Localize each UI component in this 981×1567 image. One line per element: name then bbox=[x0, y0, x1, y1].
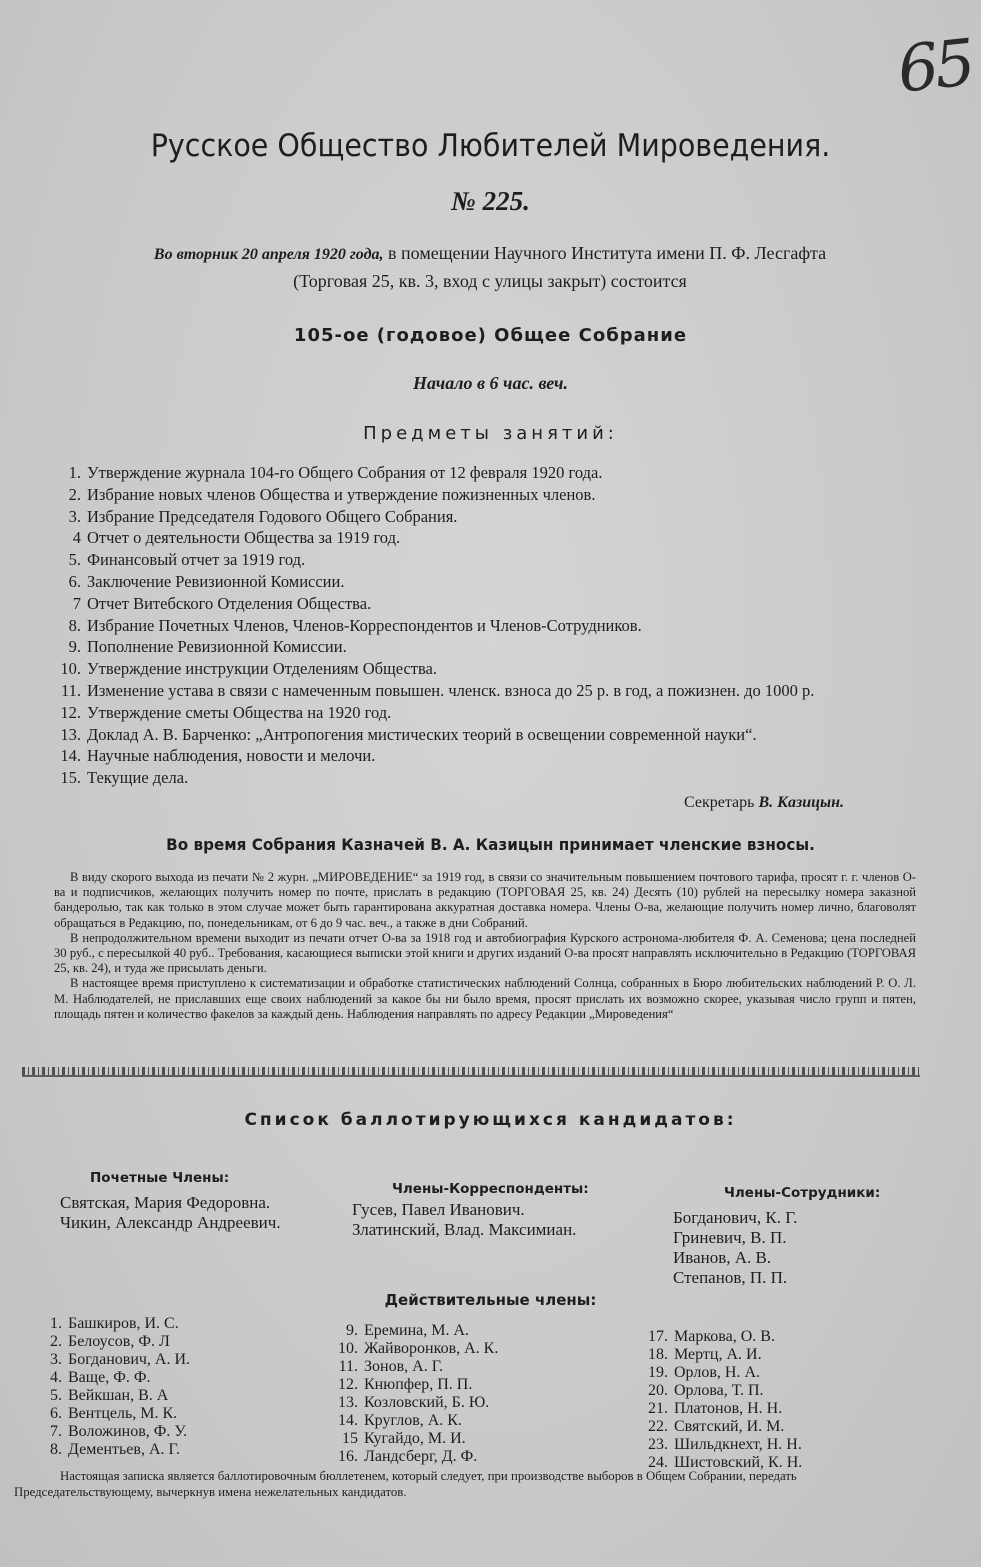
note-paragraph: В непродолжительном времени выходит из печати отчет О-ва за 1918 год и автобиография Курского астронома-любителя Ф. А. Семенова; цена последней 30 руб., с пересылкой 40 руб.. Требования, касающиеся выписки этой книги и других изданий О-ва просят направлять исключительно в Редакцию (ТОРГОВАЯ 25, кв. 24), и туда же присылать деньги. bbox=[54, 930, 916, 976]
member-number: 14. bbox=[338, 1412, 358, 1429]
announcement-date: Во вторник 20 апреля 1920 года, bbox=[153, 246, 384, 263]
member-name: Маркова, О. В. bbox=[674, 1328, 775, 1345]
member-name: Башкиров, И. С. bbox=[68, 1315, 179, 1332]
member-name: Кнюпфер, П. П. bbox=[364, 1376, 473, 1393]
member-name: Зонов, А. Г. bbox=[364, 1358, 444, 1375]
agenda-item-text: Текущие дела. bbox=[87, 768, 189, 788]
member-number: 19. bbox=[648, 1364, 668, 1381]
agenda-item-number: 2. bbox=[68, 484, 81, 504]
notes-block bbox=[54, 870, 916, 1022]
correspondents-list bbox=[352, 1200, 576, 1240]
secretary-signature bbox=[684, 794, 844, 812]
active-members-column-1 bbox=[30, 1315, 190, 1459]
member-number: 24. bbox=[648, 1454, 668, 1471]
member-name: Богданович, А. И. bbox=[68, 1351, 191, 1368]
member-name: Шильдкнехт, Н. Н. bbox=[674, 1436, 802, 1453]
member-row bbox=[30, 1315, 190, 1333]
member-name: Платонов, Н. Н. bbox=[674, 1400, 783, 1417]
member-number: 23. bbox=[648, 1436, 668, 1453]
agenda-item-number: 11. bbox=[60, 680, 81, 700]
member-name: Ландсберг, Д. Ф. bbox=[364, 1448, 478, 1465]
member-row bbox=[326, 1340, 498, 1358]
member-row bbox=[636, 1436, 802, 1454]
member-name: Белоусов, Ф. Л bbox=[68, 1333, 170, 1350]
member-row bbox=[326, 1412, 498, 1430]
member-number: 4. bbox=[50, 1369, 62, 1386]
agenda-item bbox=[45, 484, 945, 506]
secretary-label: Секретарь bbox=[684, 794, 755, 811]
agenda-item-number: 8. bbox=[68, 615, 81, 635]
start-time: Начало в 6 час. веч. bbox=[413, 373, 568, 393]
secretary-name: В. Казицын. bbox=[758, 794, 844, 811]
candidate-name: Гусев, Павел Иванович. bbox=[352, 1200, 525, 1219]
member-number: 9. bbox=[346, 1322, 358, 1339]
member-row bbox=[30, 1423, 190, 1441]
member-row bbox=[636, 1364, 802, 1382]
member-name: Орлова, Т. П. bbox=[674, 1382, 764, 1399]
member-number: 13. bbox=[338, 1394, 358, 1411]
candidate-name: Гриневич, В. П. bbox=[673, 1228, 787, 1247]
collaborators-list bbox=[673, 1208, 797, 1288]
member-number: 2. bbox=[50, 1333, 62, 1350]
member-name: Вейкшан, В. А bbox=[68, 1387, 169, 1404]
member-row bbox=[326, 1448, 498, 1466]
member-name: Шистовский, К. Н. bbox=[674, 1454, 803, 1471]
member-name: Воложинов, Ф. У. bbox=[68, 1423, 188, 1440]
member-name: Круглов, А. К. bbox=[364, 1412, 462, 1429]
agenda-item-text: Утверждение сметы Общества на 1920 год. bbox=[87, 702, 392, 722]
member-name: Орлов, Н. А. bbox=[674, 1364, 760, 1381]
member-number: 20. bbox=[648, 1382, 668, 1399]
agenda-item-number: 7 bbox=[72, 593, 81, 613]
candidate-name: Чикин, Александр Андреевич. bbox=[60, 1213, 281, 1232]
footnote-text: Настоящая записка является баллотировочным бюллетенем, который следует, при производстве выборов в Общем Собрании, передать Председательствующему, вычеркнув имена нежелательных кандидатов. bbox=[14, 1469, 797, 1499]
member-number: 22. bbox=[648, 1418, 668, 1435]
agenda-item bbox=[45, 615, 945, 637]
treasurer-note: Во время Собрания Казначей В. А. Казицын принимает членские взносы. bbox=[166, 835, 815, 854]
member-number: 7. bbox=[50, 1423, 62, 1440]
member-number: 16. bbox=[338, 1448, 358, 1465]
agenda-item-number: 13. bbox=[60, 724, 81, 744]
agenda-item-text: Пополнение Ревизионной Комиссии. bbox=[87, 637, 347, 657]
candidate-name: Святская, Мария Федоровна. bbox=[60, 1193, 271, 1212]
decorative-divider bbox=[22, 1067, 920, 1077]
note-paragraph: В виду скорого выхода из печати № 2 журн. „МИРОВЕДЕНИЕ“ за 1919 год, в связи со значительным повышением почтового тарифа, просят г. г. членов О-ва и подписчиков, желающих получить номер по почте, прислать в редакцию (ТОРГОВАЯ 25, кв. 24) Десять (10) рублей на пересылку номера заказной бандеролью, так как только в этом случае может быть гарантирована аккуратная доставка номера. Члены О-ва, желающие получить номер лично, благоволят обращаться в Редакцию, по, понедельникам, от 6 до 9 час. веч., а также в дни Собраний. bbox=[54, 870, 916, 930]
member-number: 5. bbox=[50, 1387, 62, 1404]
member-row bbox=[326, 1394, 498, 1412]
handwritten-page-number: 65 bbox=[894, 26, 976, 108]
agenda-item bbox=[45, 767, 945, 789]
member-number: 21. bbox=[648, 1400, 668, 1417]
member-name: Ваще, Ф. Ф. bbox=[68, 1369, 151, 1386]
member-number: 15 bbox=[342, 1430, 358, 1447]
agenda-item-number: 6. bbox=[68, 571, 81, 591]
agenda-item-number: 5. bbox=[68, 550, 81, 570]
active-members-column-2 bbox=[326, 1322, 498, 1466]
member-row bbox=[636, 1400, 802, 1418]
meeting-announcement bbox=[90, 240, 890, 295]
agenda-item bbox=[45, 680, 945, 702]
member-row bbox=[326, 1358, 498, 1376]
correspondents-heading: Члены-Корреспонденты: bbox=[392, 1181, 589, 1197]
member-number: 3. bbox=[50, 1351, 62, 1368]
member-row bbox=[30, 1441, 190, 1459]
agenda-item-number: 9. bbox=[68, 637, 81, 657]
member-row bbox=[326, 1430, 498, 1448]
member-number: 10. bbox=[338, 1340, 358, 1357]
agenda-item bbox=[45, 658, 945, 680]
member-number: 6. bbox=[50, 1405, 62, 1422]
agenda-item-text: Заключение Ревизионной Комиссии. bbox=[87, 571, 345, 591]
member-number: 1. bbox=[50, 1315, 62, 1332]
member-number: 12. bbox=[338, 1376, 358, 1393]
agenda-item bbox=[45, 593, 945, 615]
agenda-item bbox=[45, 745, 945, 767]
member-name: Козловский, Б. Ю. bbox=[364, 1394, 490, 1411]
member-number: 11. bbox=[338, 1358, 358, 1375]
member-number: 18. bbox=[648, 1346, 668, 1363]
member-row bbox=[326, 1376, 498, 1394]
agenda-item bbox=[45, 702, 945, 724]
honorary-list bbox=[60, 1193, 281, 1233]
member-number: 17. bbox=[648, 1328, 668, 1345]
agenda-item-text: Избрание новых членов Общества и утверждение пожизненных членов. bbox=[87, 484, 596, 504]
candidate-name: Богданович, К. Г. bbox=[673, 1208, 798, 1227]
agenda-item-text: Избрание Председателя Годового Общего Собрания. bbox=[87, 506, 458, 526]
issue-number: № 225. bbox=[451, 186, 530, 216]
agenda-item-number: 15. bbox=[60, 768, 81, 788]
member-name: Еремина, М. А. bbox=[364, 1322, 470, 1339]
collaborators-heading: Члены-Сотрудники: bbox=[724, 1185, 881, 1201]
agenda-item-text: Отчет Витебского Отделения Общества. bbox=[87, 593, 372, 613]
member-number: 8. bbox=[50, 1441, 62, 1458]
member-name: Вентцель, М. К. bbox=[68, 1405, 178, 1422]
agenda-item-number: 12. bbox=[60, 702, 81, 722]
agenda-item-text: Финансовый отчет за 1919 год. bbox=[87, 550, 306, 570]
member-name: Жайворонков, А. К. bbox=[364, 1340, 499, 1357]
member-row bbox=[636, 1328, 802, 1346]
agenda-item-text: Доклад А. В. Барченко: „Антропогения мистических теорий в освещении современной науки“. bbox=[87, 724, 757, 744]
member-name: Дементьев, А. Г. bbox=[68, 1441, 180, 1458]
agenda-item-number: 14. bbox=[60, 746, 81, 766]
active-members-heading: Действительные члены: bbox=[384, 1291, 597, 1309]
member-name: Кугайдо, М. И. bbox=[364, 1430, 466, 1447]
agenda-item-number: 4 bbox=[72, 528, 81, 548]
agenda-item bbox=[45, 724, 945, 746]
candidate-name: Степанов, П. П. bbox=[673, 1268, 788, 1287]
note-paragraph: В настоящее время приступлено к систематизации и обработке статистических наблюдений Солнца, собранных в Бюро любительских наблюдений Р. О. Л. М. Наблюдателей, не приславших еще своих наблюдений за какое бы ни было время, просят прислать их возможно скорее, указывая число групп и пятен, площадь пятен и количество факелов за каждый день. Наблюдения направлять по адресу Редакции „Мироведения“ bbox=[54, 976, 916, 1021]
agenda-item bbox=[45, 506, 945, 528]
honorary-heading: Почетные Члены: bbox=[90, 1170, 230, 1186]
agenda-item-number: 1. bbox=[68, 463, 81, 482]
agenda-item-text: Утверждение журнала 104-го Общего Собрания от 12 февраля 1920 года. bbox=[87, 463, 603, 482]
agenda-list bbox=[45, 462, 945, 789]
candidate-name: Иванов, А. В. bbox=[673, 1248, 772, 1267]
agenda-item bbox=[45, 549, 945, 571]
announcement-place: в помещении Научного Института имени П. Ф. Лесгафта bbox=[383, 243, 827, 263]
agenda-item-number: 3. bbox=[68, 506, 81, 526]
active-members-column-3 bbox=[636, 1328, 802, 1472]
agenda-item-text: Научные наблюдения, новости и мелочи. bbox=[87, 746, 376, 766]
agenda-item-text: Избрание Почетных Членов, Членов-Корреспондентов и Членов-Сотрудников. bbox=[87, 615, 642, 635]
member-row bbox=[636, 1346, 802, 1364]
candidates-heading: Список баллотирующихся кандидатов: bbox=[244, 1110, 737, 1130]
agenda-item-number: 10. bbox=[60, 659, 81, 679]
candidate-name: Златинский, Влад. Максимиан. bbox=[352, 1220, 577, 1239]
member-row bbox=[636, 1418, 802, 1436]
member-row bbox=[30, 1333, 190, 1351]
agenda-item bbox=[45, 636, 945, 658]
ballot-footnote bbox=[14, 1468, 914, 1500]
member-name: Мертц, А. И. bbox=[674, 1346, 762, 1363]
member-row bbox=[30, 1387, 190, 1405]
agenda-heading: Предметы занятий: bbox=[363, 423, 618, 444]
member-name: Святский, И. М. bbox=[674, 1418, 785, 1435]
agenda-item-text: Утверждение инструкции Отделениям Общества. bbox=[87, 659, 438, 679]
member-row bbox=[30, 1369, 190, 1387]
agenda-item bbox=[45, 462, 945, 484]
agenda-item-text: Изменение устава в связи с намеченным повышен. членск. взноса до 25 р. в год, а пожизнен. до 1000 р. bbox=[87, 680, 815, 700]
member-row bbox=[326, 1322, 498, 1340]
announcement-address: (Торговая 25, кв. 3, вход с улицы закрыт) состоится bbox=[293, 271, 687, 291]
member-row bbox=[30, 1351, 190, 1369]
member-row bbox=[30, 1405, 190, 1423]
agenda-item bbox=[45, 527, 945, 549]
society-title: Русское Общество Любителей Мироведения. bbox=[150, 128, 831, 164]
assembly-heading: 105-ое (годовое) Общее Собрание bbox=[293, 325, 688, 346]
agenda-item bbox=[45, 571, 945, 593]
agenda-item-text: Отчет о деятельности Общества за 1919 год. bbox=[87, 528, 401, 548]
member-row bbox=[636, 1382, 802, 1400]
